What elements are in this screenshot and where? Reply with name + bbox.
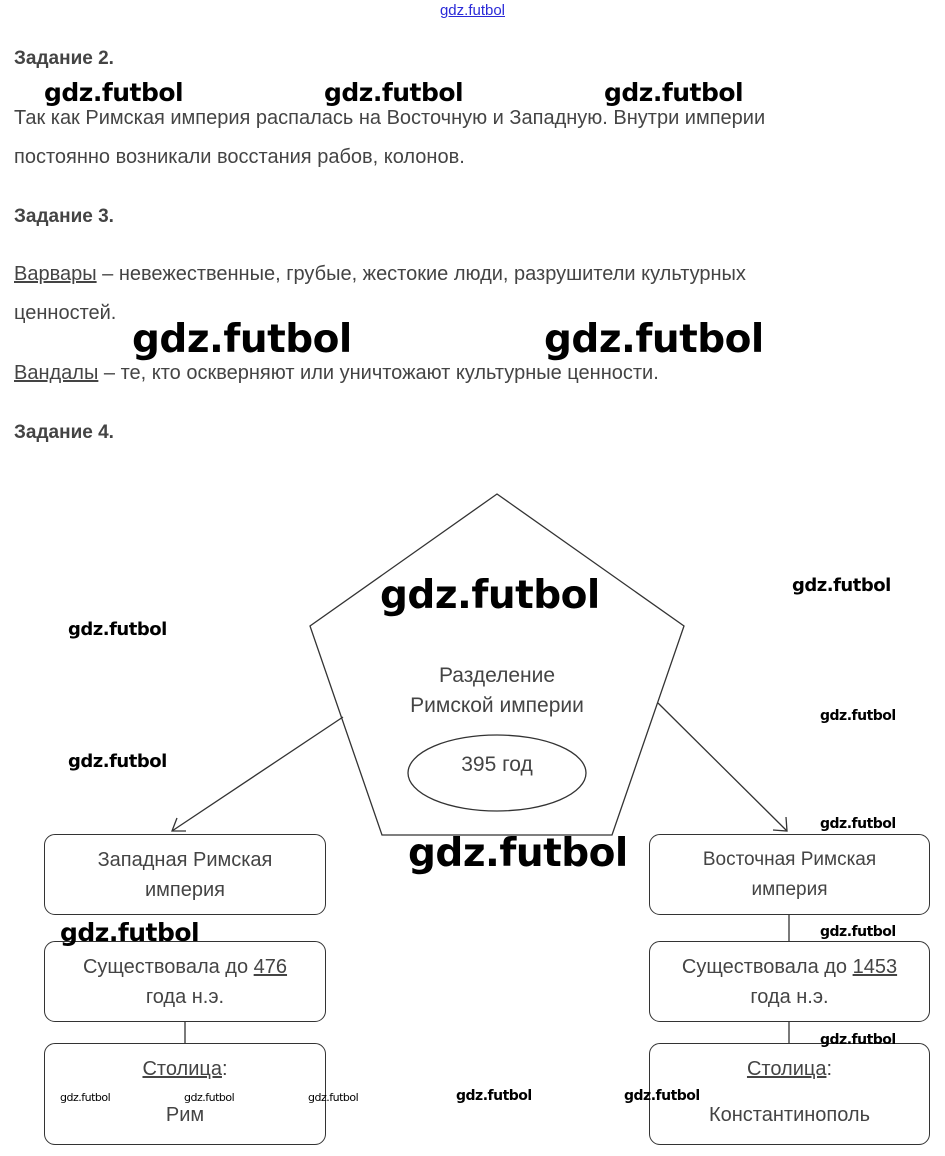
site-link[interactable]: gdz.futbol <box>439 2 506 19</box>
task2-line1: Так как Римская империя распалась на Восточную и Западную. Внутри империи <box>14 107 766 129</box>
task3-heading: Задание 3. <box>14 206 114 227</box>
west-empire-box <box>44 834 326 915</box>
west-existed-suffix: года н.э. <box>145 985 225 1008</box>
west-existed-prefix: Существовала до <box>82 955 254 978</box>
watermark: gdz.futbol <box>792 575 891 596</box>
east-title-line2: империя <box>751 878 828 900</box>
east-capital-label: Столица <box>746 1058 827 1080</box>
barbarians-term: Варвары <box>14 263 97 285</box>
watermark: gdz.futbol <box>456 1088 532 1104</box>
task4-heading: Задание 4. <box>14 422 114 443</box>
east-existed-suffix: года н.э. <box>750 985 829 1008</box>
barbarians-def-cont: ценностей. <box>14 302 117 324</box>
watermark: gdz.futbol <box>132 317 352 362</box>
west-title-line1: Западная Римская <box>97 848 273 871</box>
east-existed-year: 1453 <box>852 955 898 978</box>
east-existed-box <box>649 941 930 1022</box>
barbarians-def: – невежественные, грубые, жестокие люди, разрушители культурных <box>96 263 746 285</box>
east-empire-box <box>649 834 930 915</box>
watermark: gdz.futbol <box>820 708 896 724</box>
west-existed-box <box>44 941 326 1022</box>
watermark: gdz.futbol <box>60 918 200 947</box>
east-existed-prefix: Существовала до <box>681 955 853 978</box>
west-existed-year: 476 <box>253 955 288 978</box>
east-capital: Константинополь <box>708 1104 871 1126</box>
watermark: gdz.futbol <box>820 1032 896 1048</box>
division-line1: Разделение <box>438 664 556 687</box>
watermark: gdz.futbol <box>44 78 184 107</box>
east-capital-colon: : <box>826 1058 833 1080</box>
watermark: gdz.futbol <box>624 1088 700 1104</box>
watermark: gdz.futbol <box>60 1091 111 1104</box>
vandals-def: – те, кто оскверняют или уничтожают культурные ценности. <box>98 362 659 384</box>
division-line2: Римской империи <box>410 694 584 717</box>
arrow-east-line <box>658 703 787 831</box>
watermark: gdz.futbol <box>324 78 464 107</box>
year-label: 395 год <box>461 753 533 776</box>
watermark: gdz.futbol <box>68 751 167 772</box>
watermark: gdz.futbol <box>820 924 896 940</box>
task2-line2: постоянно возникали восстания рабов, колонов. <box>14 146 465 168</box>
west-title-line2: империя <box>145 878 225 901</box>
task2-heading: Задание 2. <box>14 48 114 69</box>
arrow-west-line <box>172 717 343 831</box>
watermark: gdz.futbol <box>68 619 167 640</box>
division-label <box>377 661 617 721</box>
watermark: gdz.futbol <box>184 1091 235 1104</box>
watermark: gdz.futbol <box>820 816 896 832</box>
west-capital-label: Столица <box>142 1058 222 1080</box>
west-capital: Рим <box>165 1104 205 1126</box>
watermark: gdz.futbol <box>604 78 744 107</box>
watermark: gdz.futbol <box>308 1091 359 1104</box>
west-capital-colon: : <box>221 1058 228 1080</box>
vandals-term: Вандалы <box>14 362 99 384</box>
watermark: gdz.futbol <box>544 317 764 362</box>
watermark: gdz.futbol <box>380 573 600 618</box>
east-title-line1: Восточная Римская <box>702 848 877 870</box>
watermark: gdz.futbol <box>408 831 628 876</box>
